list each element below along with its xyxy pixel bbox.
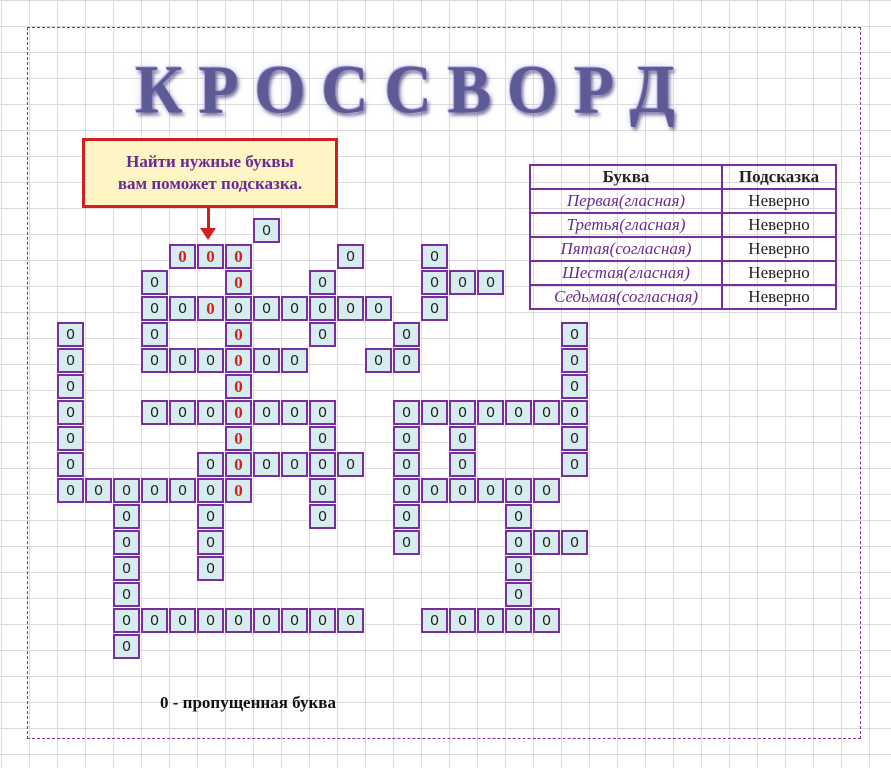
highlighted-cell[interactable]: 0: [225, 374, 252, 399]
highlighted-cell[interactable]: 0: [225, 478, 252, 503]
crossword-cell[interactable]: 0: [561, 348, 588, 373]
hints-table: [529, 164, 837, 310]
crossword-cell[interactable]: 0: [113, 478, 140, 503]
crossword-cell[interactable]: 0: [57, 426, 84, 451]
crossword-cell[interactable]: 0: [561, 400, 588, 425]
crossword-cell[interactable]: 0: [141, 608, 168, 633]
callout-line-1: Найти нужные буквы: [126, 152, 294, 171]
crossword-cell[interactable]: 0: [337, 608, 364, 633]
crossword-cell[interactable]: 0: [477, 478, 504, 503]
crossword-cell[interactable]: 0: [253, 608, 280, 633]
table-row: [530, 189, 836, 213]
crossword-cell[interactable]: 0: [477, 608, 504, 633]
crossword-cell[interactable]: 0: [225, 608, 252, 633]
crossword-cell[interactable]: 0: [505, 504, 532, 529]
crossword-cell[interactable]: 0: [421, 608, 448, 633]
crossword-cell[interactable]: 0: [197, 400, 224, 425]
crossword-cell[interactable]: 0: [141, 400, 168, 425]
crossword-cell[interactable]: 0: [197, 556, 224, 581]
crossword-cell[interactable]: 0: [449, 400, 476, 425]
title-letter: Р: [573, 51, 615, 129]
crossword-cell[interactable]: 0: [197, 452, 224, 477]
crossword-cell[interactable]: 0: [113, 608, 140, 633]
crossword-cell[interactable]: 0: [477, 270, 504, 295]
crossword-cell[interactable]: 0: [393, 452, 420, 477]
crossword-cell[interactable]: 0: [533, 608, 560, 633]
crossword-cell[interactable]: 0: [169, 608, 196, 633]
crossword-cell[interactable]: 0: [393, 530, 420, 555]
title-letter: С: [384, 51, 432, 129]
crossword-cell[interactable]: 0: [309, 400, 336, 425]
crossword-cell[interactable]: 0: [169, 296, 196, 321]
crossword-cell[interactable]: 0: [57, 452, 84, 477]
crossword-cell[interactable]: 0: [113, 582, 140, 607]
crossword-cell[interactable]: 0: [561, 530, 588, 555]
crossword-cell[interactable]: 0: [421, 296, 448, 321]
crossword-cell[interactable]: 0: [141, 322, 168, 347]
crossword-cell[interactable]: 0: [253, 348, 280, 373]
crossword-cell[interactable]: 0: [421, 478, 448, 503]
crossword-cell[interactable]: 0: [85, 478, 112, 503]
crossword-cell[interactable]: 0: [505, 556, 532, 581]
crossword-cell[interactable]: 0: [253, 296, 280, 321]
title-letter: К: [135, 51, 183, 129]
callout-line-2: вам поможет подсказка.: [117, 174, 303, 193]
header-letter: Буква: [530, 165, 722, 189]
crossword-cell[interactable]: 0: [169, 478, 196, 503]
crossword-cell[interactable]: 0: [113, 504, 140, 529]
crossword-cell[interactable]: 0: [449, 478, 476, 503]
crossword-cell[interactable]: 0: [365, 296, 392, 321]
title-letter: Р: [198, 51, 239, 129]
row-letter: Седьмая(согласная): [530, 285, 722, 309]
crossword-cell[interactable]: 0: [309, 270, 336, 295]
crossword-cell[interactable]: 0: [533, 530, 560, 555]
crossword-cell[interactable]: 0: [141, 296, 168, 321]
crossword-cell[interactable]: 0: [197, 608, 224, 633]
crossword-cell[interactable]: 0: [57, 478, 84, 503]
crossword-cell[interactable]: 0: [141, 348, 168, 373]
crossword-cell[interactable]: 0: [393, 348, 420, 373]
crossword-cell[interactable]: 0: [393, 322, 420, 347]
crossword-cell[interactable]: 0: [393, 504, 420, 529]
crossword-cell[interactable]: 0: [113, 530, 140, 555]
table-row: [530, 213, 836, 237]
crossword-cell[interactable]: 0: [169, 400, 196, 425]
crossword-cell[interactable]: 0: [393, 478, 420, 503]
crossword-cell[interactable]: 0: [141, 270, 168, 295]
crossword-cell[interactable]: 0: [309, 322, 336, 347]
crossword-cell[interactable]: 0: [57, 400, 84, 425]
table-row: [530, 285, 836, 309]
row-hint: Неверно: [722, 285, 836, 309]
crossword-cell[interactable]: 0: [533, 478, 560, 503]
crossword-cell[interactable]: 0: [225, 296, 252, 321]
highlighted-cell[interactable]: 0: [197, 244, 224, 269]
crossword-cell[interactable]: 0: [309, 504, 336, 529]
crossword-cell[interactable]: 0: [561, 452, 588, 477]
table-row: [530, 261, 836, 285]
table-row: [530, 237, 836, 261]
crossword-cell[interactable]: 0: [449, 452, 476, 477]
crossword-cell[interactable]: 0: [197, 504, 224, 529]
title-letter: С: [321, 51, 369, 129]
highlighted-cell[interactable]: 0: [225, 348, 252, 373]
crossword-cell[interactable]: 0: [281, 400, 308, 425]
row-letter: Первая(гласная): [530, 189, 722, 213]
crossword-cell[interactable]: 0: [449, 608, 476, 633]
crossword-cell[interactable]: 0: [197, 530, 224, 555]
crossword-cell[interactable]: 0: [169, 348, 196, 373]
highlighted-cell[interactable]: 0: [225, 322, 252, 347]
crossword-cell[interactable]: 0: [449, 426, 476, 451]
crossword-cell[interactable]: 0: [365, 348, 392, 373]
crossword-cell[interactable]: 0: [505, 608, 532, 633]
crossword-cell[interactable]: 0: [57, 322, 84, 347]
crossword-cell[interactable]: 0: [309, 452, 336, 477]
crossword-cell[interactable]: 0: [533, 400, 560, 425]
title-letter: О: [254, 51, 306, 129]
crossword-cell[interactable]: 0: [113, 556, 140, 581]
crossword-cell[interactable]: 0: [505, 530, 532, 555]
crossword-cell[interactable]: 0: [449, 270, 476, 295]
crossword-cell[interactable]: 0: [561, 374, 588, 399]
row-letter: Третья(гласная): [530, 213, 722, 237]
highlighted-cell[interactable]: 0: [225, 400, 252, 425]
highlighted-cell[interactable]: 0: [225, 426, 252, 451]
crossword-cell[interactable]: 0: [253, 452, 280, 477]
crossword-cell[interactable]: 0: [309, 608, 336, 633]
crossword-cell[interactable]: 0: [505, 478, 532, 503]
crossword-cell[interactable]: 0: [421, 244, 448, 269]
crossword-cell[interactable]: 0: [337, 296, 364, 321]
crossword-cell[interactable]: 0: [393, 400, 420, 425]
crossword-cell[interactable]: 0: [281, 296, 308, 321]
crossword-cell[interactable]: 0: [309, 296, 336, 321]
crossword-cell[interactable]: 0: [253, 400, 280, 425]
crossword-cell[interactable]: 0: [253, 218, 280, 243]
title-letter: Д: [629, 51, 675, 129]
crossword-cell[interactable]: 0: [309, 478, 336, 503]
legend-text: 0 - пропущенная буква: [160, 693, 336, 712]
highlighted-cell[interactable]: 0: [225, 244, 252, 269]
crossword-cell[interactable]: 0: [393, 426, 420, 451]
highlighted-cell[interactable]: 0: [169, 244, 196, 269]
row-hint: Неверно: [722, 261, 836, 285]
highlighted-cell[interactable]: 0: [225, 452, 252, 477]
crossword-cell[interactable]: 0: [561, 322, 588, 347]
hints-table-header: [530, 165, 836, 189]
crossword-cell[interactable]: 0: [57, 348, 84, 373]
row-hint: Неверно: [722, 237, 836, 261]
crossword-cell[interactable]: 0: [197, 348, 224, 373]
title-letter: О: [506, 51, 559, 129]
crossword-cell[interactable]: 0: [141, 478, 168, 503]
crossword-cell[interactable]: 0: [309, 426, 336, 451]
crossword-cell[interactable]: 0: [505, 400, 532, 425]
crossword-cell[interactable]: 0: [281, 348, 308, 373]
row-hint: Неверно: [722, 189, 836, 213]
row-letter: Пятая(согласная): [530, 237, 722, 261]
row-letter: Шестая(гласная): [530, 261, 722, 285]
crossword-cell[interactable]: 0: [57, 374, 84, 399]
crossword-cell[interactable]: 0: [337, 244, 364, 269]
crossword-cell[interactable]: 0: [197, 478, 224, 503]
crossword-cell[interactable]: 0: [421, 400, 448, 425]
crossword-cell[interactable]: 0: [337, 452, 364, 477]
header-hint: Подсказка: [722, 165, 836, 189]
highlighted-cell[interactable]: 0: [225, 270, 252, 295]
title-letter: В: [447, 51, 492, 129]
highlighted-cell[interactable]: 0: [197, 296, 224, 321]
crossword-cell[interactable]: 0: [561, 426, 588, 451]
crossword-cell[interactable]: 0: [477, 400, 504, 425]
crossword-cell[interactable]: 0: [281, 452, 308, 477]
crossword-cell[interactable]: 0: [113, 634, 140, 659]
row-hint: Неверно: [722, 213, 836, 237]
crossword-cell[interactable]: 0: [421, 270, 448, 295]
crossword-cell[interactable]: 0: [281, 608, 308, 633]
crossword-cell[interactable]: 0: [505, 582, 532, 607]
